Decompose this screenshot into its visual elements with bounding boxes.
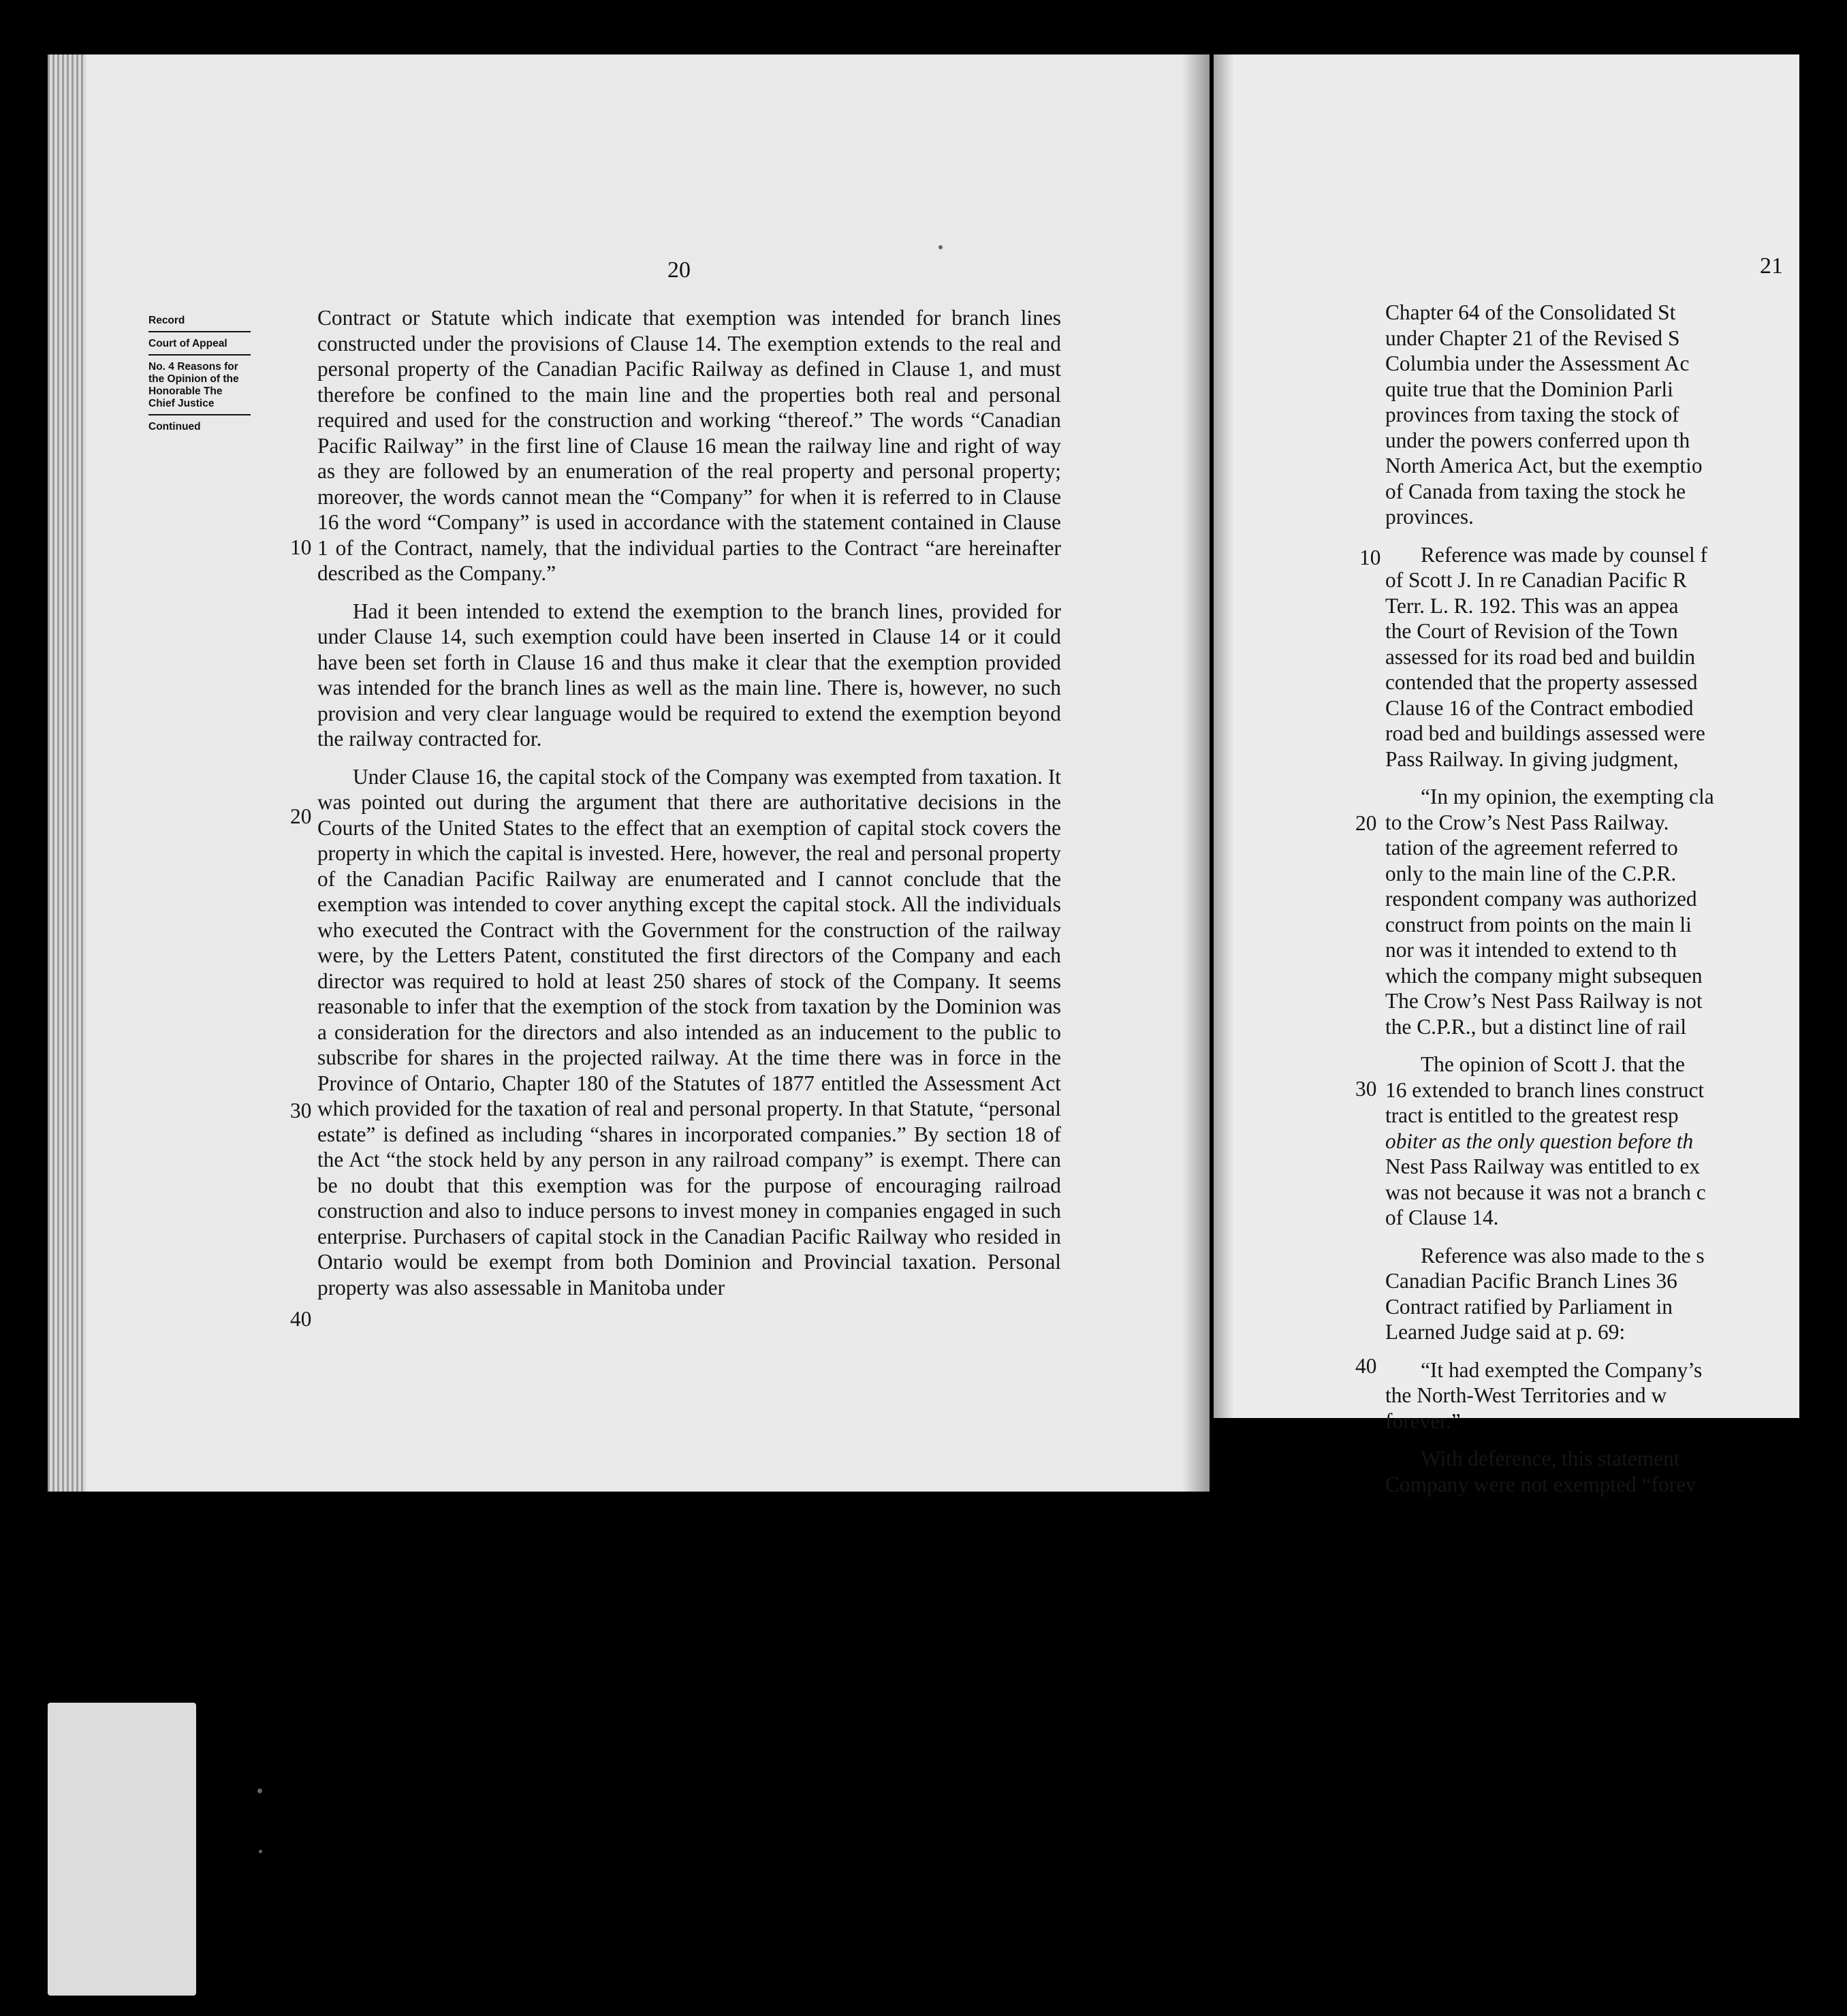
text-line: tract is entitled to the greatest resp (1385, 1103, 1679, 1127)
text-line: provinces from taxing the stock of (1385, 403, 1679, 426)
grey-card (48, 1703, 196, 1996)
text-line: tation of the agreement referred to (1385, 836, 1678, 860)
text-line: 16 extended to branch lines construct (1385, 1077, 1705, 1102)
page-edges (48, 54, 86, 1492)
left-page-body (317, 305, 1061, 1312)
text-line: Contract ratified by Parliament in (1385, 1294, 1673, 1319)
gutter-shadow (1182, 54, 1210, 1492)
marginal-record: Record (148, 315, 185, 326)
text-line: Nest Pass Railway was entitled to ex (1385, 1154, 1701, 1178)
text-line: Clause 16 of the Contract embodied (1385, 695, 1694, 720)
text-line: Pass Railway. In giving judgment, (1385, 746, 1679, 771)
text-line: Columbia under the Assessment Ac (1385, 351, 1690, 375)
text-line: to the Crow’s Nest Pass Railway. (1385, 810, 1669, 834)
paragraph: Had it been intended to extend the exemption to the branch lines, provided for under Clause 14, such exemption could have been inserted in Clause 14 or it could have been set forth in Clause 16 and thus make it clear that the exemption provided was intended for the branch lines as well as the main line. There is, however, no such provision and very clear language would be required to extend the exemption beyond the railway contracted for. (317, 599, 1061, 751)
page-number-right: 21 (1760, 253, 1783, 279)
text-line: assessed for its road bed and buildin (1385, 644, 1696, 669)
right-page-body (1385, 300, 1821, 1509)
marginal-continued: Continued (148, 421, 201, 432)
line-number: 40 (1355, 1354, 1377, 1378)
paragraph (1385, 1446, 1821, 1497)
gutter-shadow (1214, 54, 1234, 1418)
speck (259, 1850, 262, 1853)
text-line: the North-West Territories and w (1385, 1383, 1667, 1407)
text-line: “It had exempted the Company’s (1421, 1357, 1703, 1382)
speck (938, 245, 943, 249)
text-line: The opinion of Scott J. that the (1421, 1052, 1685, 1076)
text-line: provinces. (1385, 505, 1474, 529)
line-number: 30 (290, 1099, 312, 1122)
text-line: Reference was made by counsel f (1421, 542, 1707, 567)
text-line: Terr. L. R. 192. This was an appea (1385, 593, 1679, 618)
text-line: was not because it was not a branch c (1385, 1180, 1706, 1204)
paragraph (1385, 1243, 1821, 1345)
line-number: 30 (1355, 1077, 1377, 1101)
text-line: the Court of Revision of the Town (1385, 619, 1678, 643)
text-line: quite true that the Dominion Parli (1385, 377, 1673, 401)
paragraph: Under Clause 16, the capital stock of the Company was exempted from taxation. It was pointed out during the argument that there are authoritative decisions in the Courts of the United States to the effect that an exemption of capital stock covers the property in which the capital is invested. Here, however, the real and personal property of the Canadian Pacific Railway are enumerated and I cannot conclude that the exemption was intended to cover anything except the capital stock. All the individuals who executed the Contract with the Government for the construction of the railway were, by the Letters Patent, constituted the first directors of the Company and each director was required to hold at least 250 shares of stock of the Company. It seems reasonable to infer that the exemption of the stock from taxation by the Dominion was a consideration for the directors and also intended as an inducement to the public to subscribe for shares in the projected railway. At the time there was in force in the Province of Ontario, Chapter 180 of the Statutes of 1877 entitled the Assessment Act which provided for the taxation of real and personal property. In that Statute, “personal estate” is defined as including “shares in incorporated companies.” By section 18 of the Act “the stock held by any person in any railroad company” is exempt. There can be no doubt that this exemption was for the purpose of encouraging railroad construction and also to induce persons to invest money in companies engaged in such enterprise. Purchasers of capital stock in the Canadian Pacific Railway who resided in Ontario would be exempt from both Dominion and Provincial taxation. Personal property was also assessable in Manitoba under (317, 764, 1061, 1300)
text-line: contended that the property assessed (1385, 670, 1698, 694)
marginal-doc-title: No. 4 Reasons for the Opinion of the Honorable The Chief Justice (148, 361, 239, 409)
text-line: only to the main line of the C.P.R. (1385, 861, 1677, 885)
paragraph (1385, 1357, 1821, 1434)
line-number: 20 (290, 804, 312, 828)
text-line: construct from points on the main li (1385, 912, 1692, 936)
text-line: of Clause 14. (1385, 1206, 1499, 1229)
text-line: “In my opinion, the exempting cla (1421, 785, 1714, 808)
line-number: 10 (290, 535, 312, 559)
text-line: Reference was also made to the s (1421, 1243, 1705, 1267)
scan-border (1799, 0, 1847, 2016)
paragraph (1385, 542, 1821, 772)
text-line: The Crow’s Nest Pass Railway is not (1385, 989, 1703, 1013)
text-line: road bed and buildings assessed were (1385, 721, 1705, 745)
text-line: under Chapter 21 of the Revised S (1385, 326, 1680, 350)
paragraph (1385, 300, 1821, 530)
line-number: 10 (1359, 546, 1381, 569)
text-line: obiter as the only question before th (1385, 1129, 1694, 1153)
text-line: of Scott J. In re Canadian Pacific R (1385, 568, 1687, 592)
text-line: Chapter 64 of the Consolidated St (1385, 300, 1676, 324)
text-line: North America Act, but the exemptio (1385, 454, 1703, 477)
text-line: Company were not exempted “forev (1385, 1472, 1696, 1496)
text-line: respondent company was authorized (1385, 887, 1697, 911)
text-line: the C.P.R., but a distinct line of rail (1385, 1014, 1687, 1039)
text-line: nor was it intended to extend to th (1385, 938, 1677, 962)
paragraph (1385, 784, 1821, 1039)
line-number: 40 (290, 1307, 312, 1331)
line-number: 20 (1355, 811, 1377, 835)
text-line: which the company might subsequen (1385, 963, 1703, 988)
marginal-court: Court of Appeal (148, 338, 227, 349)
marginal-note (148, 315, 251, 433)
text-line: Learned Judge said at p. 69: (1385, 1320, 1626, 1344)
page-number-left: 20 (667, 257, 691, 283)
paragraph: Contract or Statute which indicate that exemption was intended for branch lines constructed under the provisions of Clause 14. The exemption extends to the real and personal property of the Canadian Pacific Railway as defined in Clause 1, and must therefore be confined to the main line and the properties both real and personal required and used for the construction and working “thereof.” The words “Canadian Pacific Railway” in the first line of Clause 16 mean the railway line and right of way as they are followed by an enumeration of the real property and personal property; moreover, the words cannot mean the “Company” for when it is referred to in Clause 16 the word “Company” is used in accordance with the statement contained in Clause 1 of the Contract, namely, that the individual parties to the Contract “are hereinafter described as the Company.” (317, 306, 1061, 585)
text-line: Canadian Pacific Branch Lines 36 (1385, 1269, 1677, 1293)
speck (257, 1789, 262, 1793)
text-line: forever.” (1385, 1408, 1461, 1433)
text-line: under the powers conferred upon th (1385, 428, 1690, 452)
paragraph (1385, 1052, 1821, 1231)
text-line: of Canada from taxing the stock he (1385, 479, 1686, 503)
text-line: With deference, this statement (1421, 1447, 1680, 1470)
